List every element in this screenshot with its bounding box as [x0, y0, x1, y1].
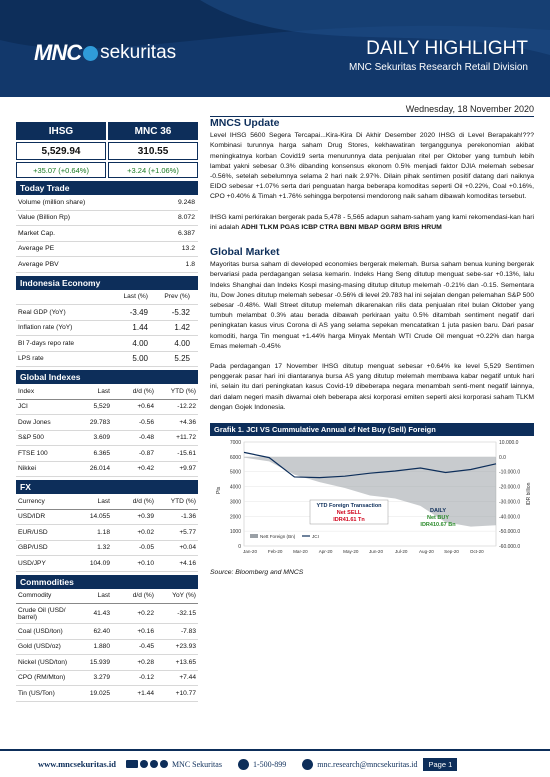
fx-head-cell: Last: [97, 497, 110, 505]
trade-label: Volume (million share): [18, 198, 86, 206]
global-indexes-table: [16, 384, 198, 477]
chart-y-right-tick: -40.000.0: [499, 514, 521, 521]
commodity-row: [16, 624, 198, 640]
global-index-cell: 5,529: [93, 403, 110, 411]
footer-social-icons: [126, 760, 170, 768]
chart-x-tick: Oct-20: [469, 549, 484, 555]
global-index-cell: -0.48: [138, 434, 154, 442]
global-index-cell: S&P 500: [18, 434, 44, 442]
recommendation-tickers: ADHI TLKM PGAS ICBP CTRA BBNI MBAP GGRM BRIS HRUM: [241, 223, 442, 231]
commodity-row: [16, 686, 198, 702]
chart-y-right-tick: -10.000.0: [499, 469, 521, 476]
logo-mnc-text: MNC: [34, 40, 82, 65]
fx-table: [16, 494, 198, 572]
trade-row: [16, 242, 198, 258]
commodity-cell: -0.12: [138, 674, 154, 682]
chart-y-right-tick: 10.000.0: [499, 440, 519, 447]
mnc36-value: 310.55: [108, 142, 198, 160]
commodities-header: Commodities: [16, 575, 198, 589]
fx-head-cell: d/d (%): [132, 497, 154, 505]
fx-cell: EUR/USD: [18, 528, 48, 536]
economy-prev: 5.25: [174, 354, 190, 364]
commodity-cell: +1.44: [137, 689, 154, 697]
commodity-cell: CPO (RM/Mton): [18, 674, 66, 682]
legend-foreign-label: Nett Foreign (Bn): [260, 534, 296, 540]
commodity-cell: 3.279: [93, 674, 110, 682]
ihsg-label: IHSG: [16, 122, 106, 140]
global-index-cell: +0.42: [137, 465, 154, 473]
market-summary-column: [16, 122, 198, 702]
global-index-cell: 26.014: [89, 465, 110, 473]
commodity-cell: +0.16: [137, 627, 154, 635]
chart-source: Source: Bloomberg and MNCS: [210, 569, 304, 577]
commodity-cell: Nickel (USD/ton): [18, 658, 68, 666]
ytd-annotation-line2: Net SELL: [336, 510, 362, 517]
commodity-row: [16, 604, 198, 624]
chart-x-tick: Jan-20: [242, 549, 258, 555]
global-index-cell: FTSE 100: [18, 449, 48, 457]
economy-last: 4.00: [132, 338, 148, 348]
commodity-row: [16, 640, 198, 656]
footer-website-link[interactable]: www.mncsekuritas.id: [38, 759, 116, 769]
fx-cell: 104.09: [89, 559, 110, 567]
facebook-icon[interactable]: [160, 760, 168, 768]
fx-cell: 1.18: [97, 528, 110, 536]
fx-cell: +0.02: [137, 528, 154, 536]
fx-cell: USD/JPY: [18, 559, 46, 567]
chart-x-tick: Jun-20: [368, 549, 384, 555]
commodity-cell: 62.40: [93, 627, 110, 635]
commodity-head: [16, 589, 198, 605]
commodity-cell: +23.93: [175, 643, 196, 651]
global-market-paragraph-2: Pada perdagangan 17 November IHSG ditutup menguat sebesar +0.64% ke level 5,529 Sentimen penggerak pasar hari ini diantaranya bursa AS yang ditutup melemah membawa kabar negatif untuk hari ini, selain itu dari peningkatan kasus Covid-19 dibeberapa negara menambah senti-ment negatif lainnya, dari dalam negeri masih diwarnai oleh beberapa aksi korporasi emiten seperti aksi korporasi saham TLKM dengan Gojek Indonesia.: [210, 363, 534, 411]
economy-prev: -5.32: [171, 307, 190, 317]
economy-row: [16, 305, 198, 321]
economy-label: Real GDP (YoY): [18, 308, 66, 316]
chart-x-tick: Aug-20: [418, 549, 434, 555]
global-indexes-header: Global Indexes: [16, 370, 198, 384]
global-index-cell: Dow Jones: [18, 418, 51, 426]
economy-row: [16, 321, 198, 337]
chart-x-tick: Jul-20: [394, 549, 408, 555]
trade-label: Value (Billion Rp): [18, 214, 71, 222]
chart-y-left-tick: 0: [238, 544, 241, 551]
chart-y-left-tick: 3000: [229, 499, 241, 506]
global-index-row: [16, 431, 198, 447]
global-index-cell: JCI: [18, 403, 28, 411]
commodity-cell: +7.44: [179, 674, 196, 682]
global-index-cell: +9.97: [179, 465, 196, 473]
mncs-update-paragraph-1: Level IHSG 5600 Segera Tercapai...Kira-Kira Di Akhir Desember 2020 IHSG di Level Berapakah!??? Kombinasi turunnya harga saham Drug Stores, kekhawatiran terganggunya perekonomian akibat meningkatnya korban Covid19 serta menurunnya data penjualan ritel per Oktober yang tumbuh lebih lambat yakni sebesar 0.3% dibanding konsensus ekonom 0.5% menjadi faktor DJIA melemah sebesar -0.56%, setelah sebelumnya selama 2 hari naik 2.97%. Dilain pihak sentimen positif datang dari naiknya EIDO sebesar +1.07% serta dari penguatan harga beberapa komoditas seperti Oil +0.22%, Coal +0.16%, CPO +0.40% & Timah +1.76% sehingga berpotensi mendorong naik saham dibawah komoditas tersebut.: [210, 132, 534, 201]
commodity-row: [16, 671, 198, 687]
youtube-icon[interactable]: [126, 760, 138, 768]
commodity-head-cell: Last: [97, 592, 110, 600]
ihsg-change: +35.07 (+0.64%): [16, 162, 106, 178]
commodity-head-cell: YoY (%): [172, 592, 196, 600]
fx-cell: GBP/USD: [18, 544, 48, 552]
global-index-cell: Nikkei: [18, 465, 36, 473]
trade-label: Average PBV: [18, 260, 59, 268]
fx-head-cell: YTD (%): [170, 497, 196, 505]
trade-value: 6.387: [177, 229, 195, 237]
chart-y-left-tick: 7000: [229, 440, 241, 447]
global-index-head-cell: Index: [18, 387, 35, 395]
index-change-row: [16, 162, 198, 178]
chart-x-tick: Feb-20: [267, 549, 283, 555]
global-index-cell: -12.22: [177, 403, 196, 411]
global-index-row: [16, 446, 198, 462]
legend-foreign-swatch: [250, 534, 258, 538]
phone-icon: [238, 759, 249, 770]
chart-y-right-tick: -20.000.0: [499, 484, 521, 491]
today-trade-table: [16, 195, 198, 273]
recommendation-intro: IHSG kami perkirakan bergerak pada 5,478 - 5,565 adapun saham-saham yang kami rekomendasi-kan hari ini adalah: [210, 213, 534, 231]
commodity-cell: -32.15: [177, 610, 196, 617]
chart-y-right-tick: 0.0: [499, 454, 506, 461]
trade-value: 8.072: [177, 214, 195, 222]
fx-row: [16, 510, 198, 526]
commentary-column: [210, 118, 534, 578]
chart-x-tick: Sep-20: [444, 549, 460, 555]
fx-cell: 14.055: [89, 513, 110, 521]
fx-cell: -1.36: [180, 513, 196, 521]
economy-last: -3.49: [129, 307, 148, 317]
global-index-head-cell: YTD (%): [170, 387, 196, 395]
header-banner: [0, 0, 550, 97]
trade-label: Market Cap.: [18, 229, 56, 237]
chart-y-right-tick: -50.000.0: [499, 529, 521, 536]
ihsg-value: 5,529.94: [16, 142, 106, 160]
report-subtitle: MNC Sekuritas Research Retail Division: [349, 62, 528, 73]
chart-y-left-tick: 6000: [229, 454, 241, 461]
commodity-cell: Crude Oil (USD/ barrel): [18, 606, 66, 621]
email-icon: [302, 759, 313, 770]
trade-label: Average PE: [18, 245, 55, 253]
global-index-cell: 29.783: [89, 418, 110, 426]
footer-email-link[interactable]: mnc.research@mncsekuritas.id: [317, 759, 418, 769]
commodities-table: [16, 589, 198, 702]
legend-jci-label: JCI: [312, 534, 319, 540]
fx-row: [16, 556, 198, 572]
economy-row: [16, 336, 198, 352]
economy-table: [16, 305, 198, 367]
daily-annotation-line3: IDR410.67 Bn: [420, 522, 456, 529]
mncs-update-heading: MNCS Update: [210, 117, 280, 129]
chart-y-right-label: IDR billion: [526, 482, 532, 506]
ytd-annotation-line1: YTD Foreign Transaction: [316, 503, 382, 510]
daily-annotation-line2: Net BUY: [426, 515, 450, 522]
trade-value: 13.2: [181, 245, 195, 253]
chart-y-left-tick: 5000: [229, 469, 241, 476]
fx-cell: 1.32: [97, 544, 110, 552]
chart-y-right-tick: -60.000.0: [499, 544, 521, 551]
global-index-cell: 6.365: [93, 449, 110, 457]
commodity-cell: +13.65: [175, 658, 196, 666]
trade-row: [16, 226, 198, 242]
fx-cell: +0.10: [137, 559, 154, 567]
trade-value: 9.248: [177, 198, 195, 206]
index-header-row: [16, 122, 198, 140]
economy-label: Inflation rate (YoY): [18, 324, 73, 332]
fx-cell: -0.05: [138, 544, 154, 552]
report-title: DAILY HIGHLIGHT: [366, 38, 528, 59]
twitter-icon[interactable]: [150, 760, 158, 768]
economy-prev: 1.42: [174, 323, 190, 333]
fx-cell: +4.16: [179, 559, 196, 567]
global-index-row: [16, 415, 198, 431]
economy-row: [16, 352, 198, 368]
commodity-cell: 1.880: [93, 643, 110, 651]
global-index-cell: -0.56: [138, 418, 154, 426]
chart-y-right-tick: -30.000.0: [499, 499, 521, 506]
ytd-annotation-line3: IDR41.61 Tn: [333, 517, 365, 524]
chart-title: Grafik 1. JCI VS Cummulative Annual of Net Buy (Sell) Foreign: [210, 423, 534, 436]
economy-label: LPS rate: [18, 355, 44, 363]
trade-row: [16, 195, 198, 211]
global-index-cell: +11.72: [176, 434, 196, 442]
global-index-cell: 3.609: [93, 434, 110, 442]
economy-head-last: Last (%): [123, 293, 148, 301]
page-number: Page 1: [423, 758, 457, 771]
economy-label: BI 7-days repo rate: [18, 339, 75, 347]
commodity-head-cell: Commodity: [18, 592, 52, 600]
global-index-cell: -15.61: [177, 449, 196, 457]
chart-x-tick: May-20: [343, 549, 359, 555]
economy-prev: 4.00: [174, 338, 190, 348]
instagram-icon[interactable]: [140, 760, 148, 768]
fx-header: FX: [16, 480, 198, 494]
commodity-cell: -0.45: [138, 643, 154, 651]
economy-head-prev: Prev (%): [164, 293, 190, 301]
mnc-sekuritas-logo[interactable]: [34, 40, 176, 66]
commodity-cell: +0.28: [137, 658, 154, 666]
footer-bar: [0, 749, 550, 777]
fx-cell: USD/IDR: [18, 513, 46, 521]
chart-y-left-tick: 1000: [229, 529, 241, 536]
mnc36-label: MNC 36: [108, 122, 198, 140]
commodity-cell: 19.025: [89, 689, 110, 697]
fx-head-cell: Currency: [18, 497, 45, 505]
logo-sekuritas-text: sekuritas: [100, 42, 177, 63]
report-date: Wednesday, 18 November 2020: [405, 104, 534, 114]
jci-vs-foreign-chart: [210, 436, 534, 566]
economy-last: 1.44: [132, 323, 148, 333]
fx-head: [16, 494, 198, 510]
mnc36-change: +3.24 (+1.06%): [108, 162, 198, 178]
indonesia-economy-header: Indonesia Economy: [16, 276, 198, 290]
commodity-cell: +10.77: [175, 689, 196, 697]
chart-y-left-tick: 2000: [229, 514, 241, 521]
commodity-row: [16, 655, 198, 671]
economy-table-head: [16, 290, 198, 306]
commodity-cell: -7.83: [180, 627, 196, 635]
footer-social-name: MNC Sekuritas: [171, 759, 222, 769]
fx-cell: +5.77: [179, 528, 196, 536]
commodity-head-cell: d/d (%): [132, 592, 154, 600]
mncs-update-paragraph-2: [210, 213, 534, 233]
index-value-row: [16, 142, 198, 160]
chart-x-tick: Mar-20: [293, 549, 308, 555]
commodity-cell: 41.43: [93, 610, 110, 617]
chart-y-left-tick: 4000: [229, 484, 241, 491]
commodity-cell: Coal (USD/ton): [18, 627, 63, 635]
global-index-row: [16, 462, 198, 478]
global-index-cell: -0.87: [138, 449, 154, 457]
global-market-heading: Global Market: [210, 246, 280, 259]
fx-cell: +0.04: [179, 544, 196, 552]
chart-x-tick: Apr-20: [318, 549, 333, 555]
global-index-cell: +0.64: [137, 403, 154, 411]
global-index-head-cell: Last: [97, 387, 110, 395]
commodity-cell: +0.22: [137, 610, 154, 617]
trade-value: 1.8: [185, 260, 195, 268]
fx-cell: +0.39: [137, 513, 154, 521]
daily-annotation-line1: DAILY: [430, 508, 446, 515]
global-index-cell: +4.36: [179, 418, 196, 426]
economy-last: 5.00: [132, 354, 148, 364]
commodity-cell: Tin (US/Ton): [18, 689, 55, 697]
today-trade-header: Today Trade: [16, 181, 198, 195]
commodity-cell: Gold (USD/oz): [18, 643, 61, 651]
chart-y-left-label: Pts: [216, 486, 222, 495]
global-index-head: [16, 384, 198, 400]
fx-row: [16, 525, 198, 541]
fx-row: [16, 541, 198, 557]
global-market-paragraph-1: Mayoritas bursa saham di developed economies bergerak melemah. Bursa saham benua kuning bergerak bervariasi pada perdagangan selasa kemarin. Indeks Hang Seng ditutup menguat sebe-sar +0.13%, lalu Indeks Shanghai dan Indeks Kospi masing-masing ditutup ditutup melemah -0.21% dan -0.15. Sementara itu, Dow Jones ditutup melemah sebesar -0.56% di level 29.783 hal ini sejalan dengan pelemahan S&P 500 sebesar -0.48%. Wall Street ditutup melemah dikarenakan rilis data penjualan ritel bulan Oktober yang tumbuh melambat 0.3% atau berada dibawah perkiraan yaitu 0.5% ditambah sentiment negatif dari peningkatan kasus virus Corona di AS yang selama sepekan mencatatkan 1 juta pasien baru. Dari pasar komoditi, harga Tin menguat +1.44% harga Minyak Mentah WTI Crude Oil menguat +0.22% dan harga Emas melemah -0.45%: [210, 261, 534, 350]
global-index-head-cell: d/d (%): [132, 387, 154, 395]
trade-row: [16, 211, 198, 227]
trade-row: [16, 257, 198, 273]
logo-dot-icon: [83, 46, 98, 61]
footer-phone[interactable]: 1-500-899: [252, 759, 287, 769]
commodity-cell: 15.939: [89, 658, 110, 666]
global-index-row: [16, 400, 198, 416]
